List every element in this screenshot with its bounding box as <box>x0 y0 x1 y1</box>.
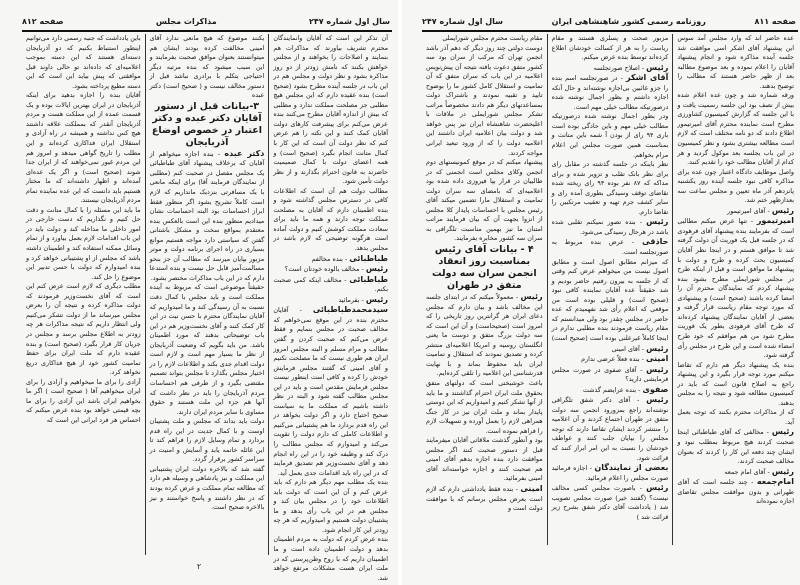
body-paragraph: ورقه شماره شد و چون عده اعلام شده بیش از نصف بود این جلسه رسمیت یافت و با این جلسه که گزارش کمیسیون کشاورزی مطرح است نماینده محترم آقای امیرتیمور اطلاع دادند که دو نامه مختلف است که لازم است مطالعه بیشتری بشود و نظر کمیسیون در این باب بجلسه بعد موکول گردید و هر کدام از آقایان مطالب خود را تقدیم کنند. <box>677 91 794 167</box>
separator: - <box>765 467 772 476</box>
body-paragraph: نظر باینکه در جلسه گذشته در مقابل رای برای نظر بانک تقلب و تزویر شده و برای مداکه که ۸۷ نفر بوده ۹۴ رای ریخته شده تقاضای توقف وسیدگی بطوری آمده رای و سایر کشف جرم تهیه و تعقیب مرتکبین را تقاضا دارم. <box>551 160 669 216</box>
separator: - <box>639 344 647 353</box>
speaker-paragraph <box>677 427 794 466</box>
speaker-name: رئیس <box>646 217 669 227</box>
separator: - <box>636 365 647 374</box>
speech-text: بنده تصور نمیکنم تقلبی شده باشد در هرحال رسیدگی می‌شود. <box>551 218 669 236</box>
separator: - <box>630 396 647 405</box>
speech-text: چند جلسه است که آقای طهرانی و بدون موافقت مجلس تقاضای اجازه نموده‌اند <box>677 478 794 506</box>
body-paragraph: حقیقتاً موضوعی است که مربوط به آینده مملکت است و باید مجلس با کمال دقت نسبت به آن رسیدگی کند و ما امیدواریم که آقایان نمایندگان محترم با حسن نیت در این کار کمک کنند و آقای نخست‌وزیر هم در این باب توضیحاتی بدهند که مورد اطمینان باشد. من باید بگویم که وضعیت آذربایجان از نظر ما بسیار مهم است و لازم است دولت اقدام جدی بکند و اطلاعات لازم را در اختیار مجلس بگذارد تا مجلس بتواند تصمیم مقتضی بگیرد و از طرفی هم احساسات مردم آذربایجان را باید در نظر داشت که آنها هم جزء این ملت هستند و حقوق مساوی با سایر مردم ایران دارند. <box>149 283 265 416</box>
speaker-paragraph <box>552 217 669 237</box>
body-paragraph: آزادی را برای ما میخواهیم و آزادی را برای ایران میخواهیم آقا ( صحیح است ) اگر ما بخواهیم ایران باشد این آزادی را برای ما بچه قیمتی خواهد بود بنده عرض میکنم که احساس هر فرد ایرانی این است که <box>25 377 141 424</box>
separator: - <box>288 306 313 315</box>
speaker-name: رئیس <box>520 292 543 302</box>
speaker-name: امیرتیمور <box>756 216 795 226</box>
right-page <box>402 0 800 585</box>
body-paragraph: بکنند موضوع که هیچ مانعی ندارد آقای امینی مخالفت کرده بودند ایشان هم میتوانستند بعنوان موافق صحبت بفرمایند و این سبب میشود که بنده مرتبه دیگر احتیاجی بتکلم با برادری نباشد قبل از دستور مخالف نیست و ( صحیح است) دکتر عبده <box>149 34 265 100</box>
speaker-name: رئیس <box>365 294 388 304</box>
speech-text: بنده مخالفم <box>311 254 343 263</box>
speaker-paragraph <box>552 344 669 355</box>
speaker-name: دکتر عبده <box>224 148 265 158</box>
speaker-paragraph <box>426 292 543 379</box>
speech-text: بنده اجازه میخواهم از آقایان که برخلاف پیشنهاد آقای طباطبائی یک مجلس مفصل در صحبت کنم (مطلبی از نمایندگان فرمایند آقا) برای اینکه مانعی با یک مسافرتی بنزدیک مانداریم که لازم است کاملاً تشریح بشود اگر منظور فقط ابراز احساسات بود البته احساسات نشان میدادیم منظور بنده این است بالعکس بنده معتقدم بمواقع سخت و مشکل باشتانی گفتن که سیاستی دارد مواجه هستیم موانع بسیاری در راه اجرای برنامه دولت و موتر مزبور بپایان میرسد که مطالب آن جز بنحو مسالمت‌آمیز قابل حل نیست و بنده استدعا دارم که در این باب مذاکرات مختصر بشود. <box>149 149 265 282</box>
header-rule <box>422 30 798 32</box>
body-paragraph: ودر بطور اجمال نوشته شده درصورتیکه مطالب خیلی مهم و باین حادگی بوده است باری ۹۴ رای از بودن آ شمه باین متانت و بمناسبت همین صورت مجلس این اعلام مرام بخواهم. <box>551 112 669 159</box>
left-page <box>0 0 398 585</box>
separator: - <box>213 149 225 158</box>
section-title: روزنامه رسمی کشور شاهنشاهی ایران <box>551 16 706 26</box>
speaker-paragraph <box>552 483 669 522</box>
speech-text: آقایان محترم بنده در این موقع نمی‌خواهم که مخالف صحبت در مجلس بنمایم و فقط عرض می‌کنم که صحبت کردن و گفتن مطالب و مرام مسلم و البته مجلس امروز ایران هم طوری نیست که ما مصلحت نکنیم و آقای امینی که گفتند مجلس فرمایش خودش را کرده و کافی است اینطور نیست مجلس فرمایش مقدس است و باید در این مجلس مطالب گفته شود و البته در نظر داشته باشیم که مملکت ما به سیاست صحیح احتیاج دارد و اگر دولت بخواهد در این راه قدم بردارد ما هم پشتیبانی می‌کنیم و اطلاعات کاملی که دارم دولت را تقویت می‌کند و امیدوارم که مجلس مطالب را درک کند و وظیفه خود را در این راه انجام دهد و آقای نخست‌وزیر هم تصدیق فرمایند که در این راه باید اقدامات جدی بعمل آید. <box>273 306 388 477</box>
speaker-name: رئیس <box>771 466 794 476</box>
page-number: صفحه ۸۱۲ <box>22 16 64 26</box>
speaker-name: رئیس <box>771 205 794 215</box>
body-paragraph: که میزانم مطابق اصول است و مطابق اصول نیست من میخواهم عرض کنم وقتی که از جلسه به بیرون رفتیم حاضر بودیم و شد حقیقتاً عده آقایان نماینده کافی نبود (صحیح است) و قلیلی بوده است من موقعی که اعلام رأی شد نفهمیدم که عده حاضر در مجلس چقدر بود ولی میدانستم که مقام ریاست فرمودند بنده مطلبی ندارم در اینجا کاملاً غیرعلنی بوده است (صحیح است) <box>551 257 669 342</box>
speech-text: بفرمائید <box>338 295 360 304</box>
speech-text: باصورت مجلس کسی مخالف نیست؟ (گفتند خیر) صورت مجلس تصویب شد ( یادداشت آقای دکتر شفق بشرح زیر قرائت شد ) <box>551 484 669 521</box>
speaker-paragraph <box>552 365 669 385</box>
separator: - <box>513 293 521 302</box>
speech-text: بنده فقط یادداشتی دارم که لازم است بعرض مجلس برسانم که با موافقت دولت است و <box>425 484 543 513</box>
text-column <box>673 34 798 545</box>
speaker-name: امام‌جمعه <box>756 477 794 487</box>
speaker-paragraph <box>552 73 669 112</box>
running-header <box>422 14 796 28</box>
speaker-name: بعضی از نمایندگان <box>594 463 669 473</box>
body-paragraph: مزبور صحت و پسلری هستند و مقام ریاست را به هر از کسالت خودشان اطلاع کرده‌اند توسط بنده عرض میکنم. <box>551 34 669 62</box>
body-paragraph: مطلب دیگری که لازم است عرض کنم این است که آقای نخست‌وزیر فرمودند که دولت مذاکره کرده و نتیجه آن را بعرض مجلس میرساند ما از دولت تشکر می‌کنیم ولی انتظار داریم که نتیجه مذاکرات هر چه زودتر به اطلاع مجلس برسد و مجلس در جریان کار قرار بگیرد (صحیح است) و بنده عقیده دارم که ملت ایران برای حفظ تمامیت کشور خود از هیچ فداکاری دریغ نخواهد کرد. <box>25 282 141 377</box>
text-column <box>548 34 674 545</box>
separator: - <box>359 265 366 274</box>
body-paragraph: بنده یک مطلب مهم دیگر هم دارم که باید عرض کنم و آن این است که دولت باید اطلاعات خود را در مجلس بیان کند و مجلس هم در این باب رأی بدهد و ما پشتیبان دولت هستیم و امیدواریم که هر چه زودتر این کار انجام شود. <box>273 478 388 534</box>
separator: - <box>636 385 643 394</box>
speech-text: آقای امام جمعه <box>724 467 766 476</box>
speaker-paragraph <box>677 477 794 507</box>
folio-number: ۲ <box>196 562 202 571</box>
text-column <box>146 34 270 555</box>
body-paragraph: گفته شد که بالاخره دولت ایران پشتیبانی این مملکت و نیز پادشاهی و وسیله هم دارد که مطالعه تمام مملکت و عرض کرده بودند که در نظر داشتند و پاسخ خواستند و نیز بالاخره صحیح است. <box>149 464 265 512</box>
body-paragraph: باعث خوشبختی است که دولتهای متفق بحقوق ملت ایران احترام گذاشتند و ما باید از آنها تشکر کنیم و امیدواریم که این دوستی پایدار بماند و ملت ایران نیز در کار جنگ همراهی لازم را بعمل آورده و تسهیلات لازم را فراهم نموده است. <box>425 378 543 435</box>
separator: - <box>747 478 757 487</box>
body-paragraph: بنده یک پیشنهاد دیگر هم دارم که تقاضا میکنم مورد توجه قرار بگیرد و این پیشنهاد راجع به اصلاح قانون است که باید در کمیسیون مطالعه شود و نتیجه را به مجلس بدهند. <box>677 360 794 407</box>
speech-text: در صورتجلسه اسم بنده را جزو غائبین بی‌اجازه نوشته‌اند و حال آنکه اجازه داشتم و بطور اجمال نوشته شده درصورتیکه مطالب خیلی مهم است. <box>551 74 669 111</box>
body-paragraph: باین یادداشت که جنبه رسمی دارد می‌توانیم اینطور استنباط بکنیم که دو آذربایجان دسته‌ای هستند که این دسته بموجب اعلامیه‌ای که داده‌اند تو حالی داوند قبل موافقتی که پیش بیاید این است که این دسته مطیع پرداخته بشود. <box>25 34 141 90</box>
speaker-paragraph <box>552 395 669 463</box>
separator: - <box>635 218 647 227</box>
separator: - <box>747 217 757 226</box>
separator: - <box>341 275 350 284</box>
speaker-name: رئیس <box>646 483 669 493</box>
speech-text: بنده عرایضم گذشت <box>582 385 637 394</box>
body-paragraph: عده حاضر اند که وارد مجلس آمد سوس این پیشنهاد آقای اشکر اسی موافقت شد جلسه آینده مذاکره شود و انجام پیشنهاد آقایان را اعلام نموده و بعد موضوع مطالبه بعد از ظهر حاضر هستند که مطالب را توضیح بدهند. <box>677 34 794 90</box>
speech-text: بنده فعلاً عرضی ندارم <box>581 355 640 364</box>
speaker-name: رئیس <box>646 364 669 374</box>
speech-text: مخالفی که آقای طباطبائی اینجا صحبت کردند هیچ مربوط بمطلب نبود و ایشان چند دفعه این کار را کردند که بعنوان مخالف صحبت کردند. <box>677 428 794 466</box>
speaker-name: رئیس <box>646 395 669 405</box>
speaker-name: آقای اشکر <box>625 73 669 83</box>
separator: - <box>624 238 643 247</box>
speech-text: مخالف اینکه کمی صحبت بکنم. <box>273 275 388 294</box>
speech-text: تنها عرض میکنم مطالبی است که بفرمایند بنده پیشنهاد آقای فرهودی که در جلسه قبل یک فوریت آن دولت گرفته شد تا موافق هستم و در اینجا نظر آقایان کمیسیون بحث کرده و طرح و دولت با پیشنهاد ما موافق است و قبل از اینکه طرح در مجلس شورایملی مطرح بشود بنده پیشنهاد کردم که نمایندگان محترم آن را امضا کرده باشند (صحیح است) و پیشنهادی که مورد توجه مقام ریاست قرار گرفته و بعضی از آقایان نمایندگان پیشنهاد کرده‌اند که طرح آقای فرهودی بطور یک فوریت مطرح شود من هم موافقم که خود طرح امضاء شده است و این طرح در مجلس رأی گرفته شود. <box>677 217 794 360</box>
speech-text: آقای امینی <box>611 344 640 353</box>
body-paragraph: دوست دولتی چند روز دیگر که دهم آذر باشد انجمن تهران که مرکب از سران بود سه کشور متفق دعوت یافته نتیجه آن پیش‌نویس اعلامیه در این باب که سران متفق که آن تمامیت و استقلال کامل کشور ما را بوضوح تایید و تقبیه نمودند و باشتراک دولت بمساعدتهای دیگر هم دادند مخصوصاً مراتب تشکر مجلس شورایملی در ملاقات با اعلیحضرت شاهنشاه ایران نیز پس خواهد شد و دولت بیان اعلامیه ایران داشتند این اعلامیه دولت را که از ورود تبعید ایرانی مواجه کردند. <box>425 43 543 157</box>
speech-text: آقای صفوی در صورت مجلس فرمایشی دارید؟ <box>551 365 669 384</box>
speaker-name: رئیس <box>646 62 669 72</box>
separator: - <box>342 254 350 263</box>
speech-text: آقای دکتر شفق تلگرافی نوشته‌اند راجع بمزورود انجمن سه دولت متفق در طهران اجتماع کردند و آن اعلامیه را منتشر کردند ایشان تقاضا دارند که توجه مجلس را بپایان جلب کنند و عواطف خودشان را نسبت به این امر ابراز کنند که قرائت شود. <box>551 396 669 462</box>
speech-text: مخالف بالوده خودتان است؟ <box>284 265 360 274</box>
header-rule <box>22 30 392 32</box>
page-number: صفحه ۸۱۱ <box>754 16 796 26</box>
speaker-name: رئیس <box>771 427 794 437</box>
body-paragraph: واصل موظایف دادگاه اعتبار چون عده برای مذاکره کافی نبود جلسه آینده روز یکشنبه پانزدهم آذر ماه تعیین و مجلس ساعت سه بعدازظهر ختم شد. <box>677 167 794 205</box>
speaker-paragraph <box>426 484 543 514</box>
separator: - <box>359 295 366 304</box>
column-group <box>422 34 798 545</box>
speaker-paragraph <box>552 354 669 365</box>
separator: - <box>635 484 647 493</box>
speaker-name: حاذقی <box>642 237 669 247</box>
text-column <box>422 34 548 545</box>
speaker-paragraph <box>273 305 388 478</box>
section-heading: ۳-بیانات قبل از دستور آقایان دکتر عبده و دکتر اعتبار در خصوص اوضاع آذربایجان <box>151 100 263 148</box>
speaker-paragraph <box>273 264 388 275</box>
speech-text: عرض بنده مربوط به صورتجلسه است. <box>551 238 669 257</box>
separator: - <box>639 63 647 72</box>
body-paragraph: مقام ریاست محترم مجلس شورایملی <box>442 34 543 42</box>
text-column <box>22 34 146 555</box>
speaker-paragraph <box>677 206 794 217</box>
speaker-name: سیدمحمدطباطبائی <box>312 305 388 315</box>
speaker-paragraph <box>273 275 388 295</box>
body-paragraph: که از مذاکرات محترم بکنند که توجه بعمل آید. <box>677 408 794 426</box>
speech-text: معمولاً میکنم که در ابتدای جلسه این مخالف باشد و بیان دارم که مجلس دعای ایران هر گرانترین روز تاریخی را که امروز است (صحیحاست) و آن این است که سه دولت بزرگ متفق و دوست ما یعنی انگلستان روسیه و امریکا اعلامیه‌ای منتشر کرده و تصدیق نمودند که استقلال و تمامیت ایران باید محفوظ بماند و با نهایت قدرشناسی این اعلامیه را تلقی کرده‌ایم. <box>425 293 543 378</box>
speaker-paragraph <box>150 149 265 284</box>
speaker-name: رئیس <box>365 264 388 274</box>
speaker-paragraph <box>677 216 794 360</box>
speaker-paragraph <box>273 254 388 265</box>
body-paragraph: پیشنهاد میکنم که در موقع کمونیستهای دوم انجمن وکلای مجلس است انجمنی که در طالبیان در قرار بپا فیروزی داده شده بود اعلامیه‌ای که بامضای سه سران دولت تمامیت و استقلال مارا تضمین میکند آقای رئیس مجلس با احساسات پایدار کلا مجلس از انزوا بجهت آن که بیان فرمایند مراتب امتنان ما نیز بهمین مناسبت تلگرافی به سران سه کشور مخابره بفرمایند. <box>425 158 543 243</box>
speaker-name: امینی <box>520 483 543 493</box>
separator: - <box>639 355 646 364</box>
speaker-name: امینی <box>646 354 669 364</box>
speaker-paragraph <box>552 237 669 257</box>
separator: - <box>513 484 521 493</box>
running-header <box>22 14 390 28</box>
body-paragraph: آن تذکر این است که آقایان وانمایندگان محترم تشریف بیاورند که مذاکرات هم بنمایند و اصلاحات را بخواهند و از مجلس خواهش بکنند که نامش زودتر از دو روز مذاکره بشود و نظر دولت و مجلس هم در این باب در جلسه آینده مطرح بشود (صحیح است) بنده عقیده دارم که این مجلس هیچ مطلبی جز مصلحت مملکت ندارد و مطلبی که بیش از اندازه آقایان مطرح می‌کنند بنده عرض می‌کنم برای پیشرفت کارهای دولت آقایان کمک کنند و این نکته را هم عرض کنم که نظر دولت آن است که این کار با کمال متانت انجام بگیرد (صحیح است) و همه اعضای دولت با کمال صمیمیت حاضرند به قانون احترام بگذارند و از نظر دولت تأمین شود. <box>273 34 388 186</box>
speech-text: اصلاح صورتجلسه <box>593 63 640 72</box>
separator: - <box>617 74 626 83</box>
speaker-paragraph <box>552 463 669 483</box>
speaker-paragraph <box>273 295 388 306</box>
column-group <box>22 34 392 582</box>
speaker-name: رئیس <box>646 343 669 353</box>
speech-text: آقای امیرتیمور <box>727 206 766 215</box>
speaker-name: طباطبائی <box>349 253 388 263</box>
body-paragraph: دولت باید بداند که مجلس و ملت پشتیبان اوست و با کمال جدیت در این راه قدم بردارد و تمام وسایل لازم را فراهم کند تا این غائله خاتمه یابد و آسایش و امنیت در سراسر کشور برقرار گردد. <box>149 417 265 464</box>
section-title: مذاکرات مجلس <box>155 16 217 26</box>
separator: - <box>763 428 772 437</box>
speaker-paragraph <box>552 63 669 74</box>
body-paragraph: بنده عرض کردم که دولت به مردم اطمینان بدهد و دولت اطمینان داده است و ما اطمینان داریم که با روح وطن‌پرستی که در ملت ایران هست مشکلات مرتفع خواهد شد. <box>273 535 388 582</box>
text-column <box>269 34 392 582</box>
body-paragraph: بود و آنطور گذشت ملاقاتی آقایان میفرمایند قبل از دستور صحبت کنند اگر مجلس موافقت دارد بنده اجازه بدهم آقای امینی هم صحبت کنند و اجازه خواسته‌اند آقای امینی بفرمائید. <box>425 436 543 483</box>
speaker-paragraph <box>677 467 794 478</box>
speaker-name: طباطبائی <box>349 274 388 284</box>
speaker-paragraph <box>552 385 669 396</box>
separator: - <box>587 464 595 473</box>
body-paragraph: ما باید این مسئله را با کمال متانت و دقت حل کنیم و نگذاریم که دست خارجی در امور داخلی ما مداخله کند و دولت باید در این باب اقدامات لازم بعمل بیاورد و از تمام وسائل ممکنه استفاده کند و اطمینان داشته باشد که مجلس از او پشتیبانی خواهد کرد و بنده امیدوارم که دولت با حسن تدبیر این موضوع را حل کند. <box>25 205 141 281</box>
separator: - <box>765 206 772 215</box>
body-paragraph: آقایان بنده را اجازه بدهید برای اینکه آذربایجان در ایران بهترین ایالات بوده و یک قسمت عمده از این مملکت هست و مردم آذربایجان آنقدر که بمملکت علاقه داشتند هیچ کس نداشته و همیشه در راه آزادی و استقلال ایران فداکاری کرده‌اند و این مطلب را تاریخ گواهی میدهد و امروز هم این مردم غیور نمی‌خواهند که از ایران جدا شوند (صحیح است) و اگر یک عده‌ای آمده‌اند و اظهار داشته‌اند که ما مختار هستیم باید دانست که این عده نماینده تمام مردم آذربایجان نیستند. <box>25 91 141 205</box>
issue-number: سال اول شماره ۲۴۷ <box>422 16 504 26</box>
body-paragraph: مطالب دولت هم آن است که اطلاعات کافی در دسترس مجلس گذاشته شود و بنده اطمینان دارم که آقایان به مصلحت مملکت توجه دارند و همه ما باید برای سعادت مملکت کوشش کنیم و دولت آماده است هرگونه توضیحی که لازم باشد در مجلس بدهد. <box>273 186 388 253</box>
issue-number: سال اول شماره ۲۴۷ <box>308 16 390 26</box>
section-heading: ۴ - بیانات آقای رئیس بمناسبت روز انعقاد انجمن سران سه دولت متفق در طهران <box>432 244 537 292</box>
speaker-name: صفوی <box>642 384 669 394</box>
speech-text: اجازه فرمائید صورت مجلس را اعلام فرمائید. <box>551 464 669 482</box>
